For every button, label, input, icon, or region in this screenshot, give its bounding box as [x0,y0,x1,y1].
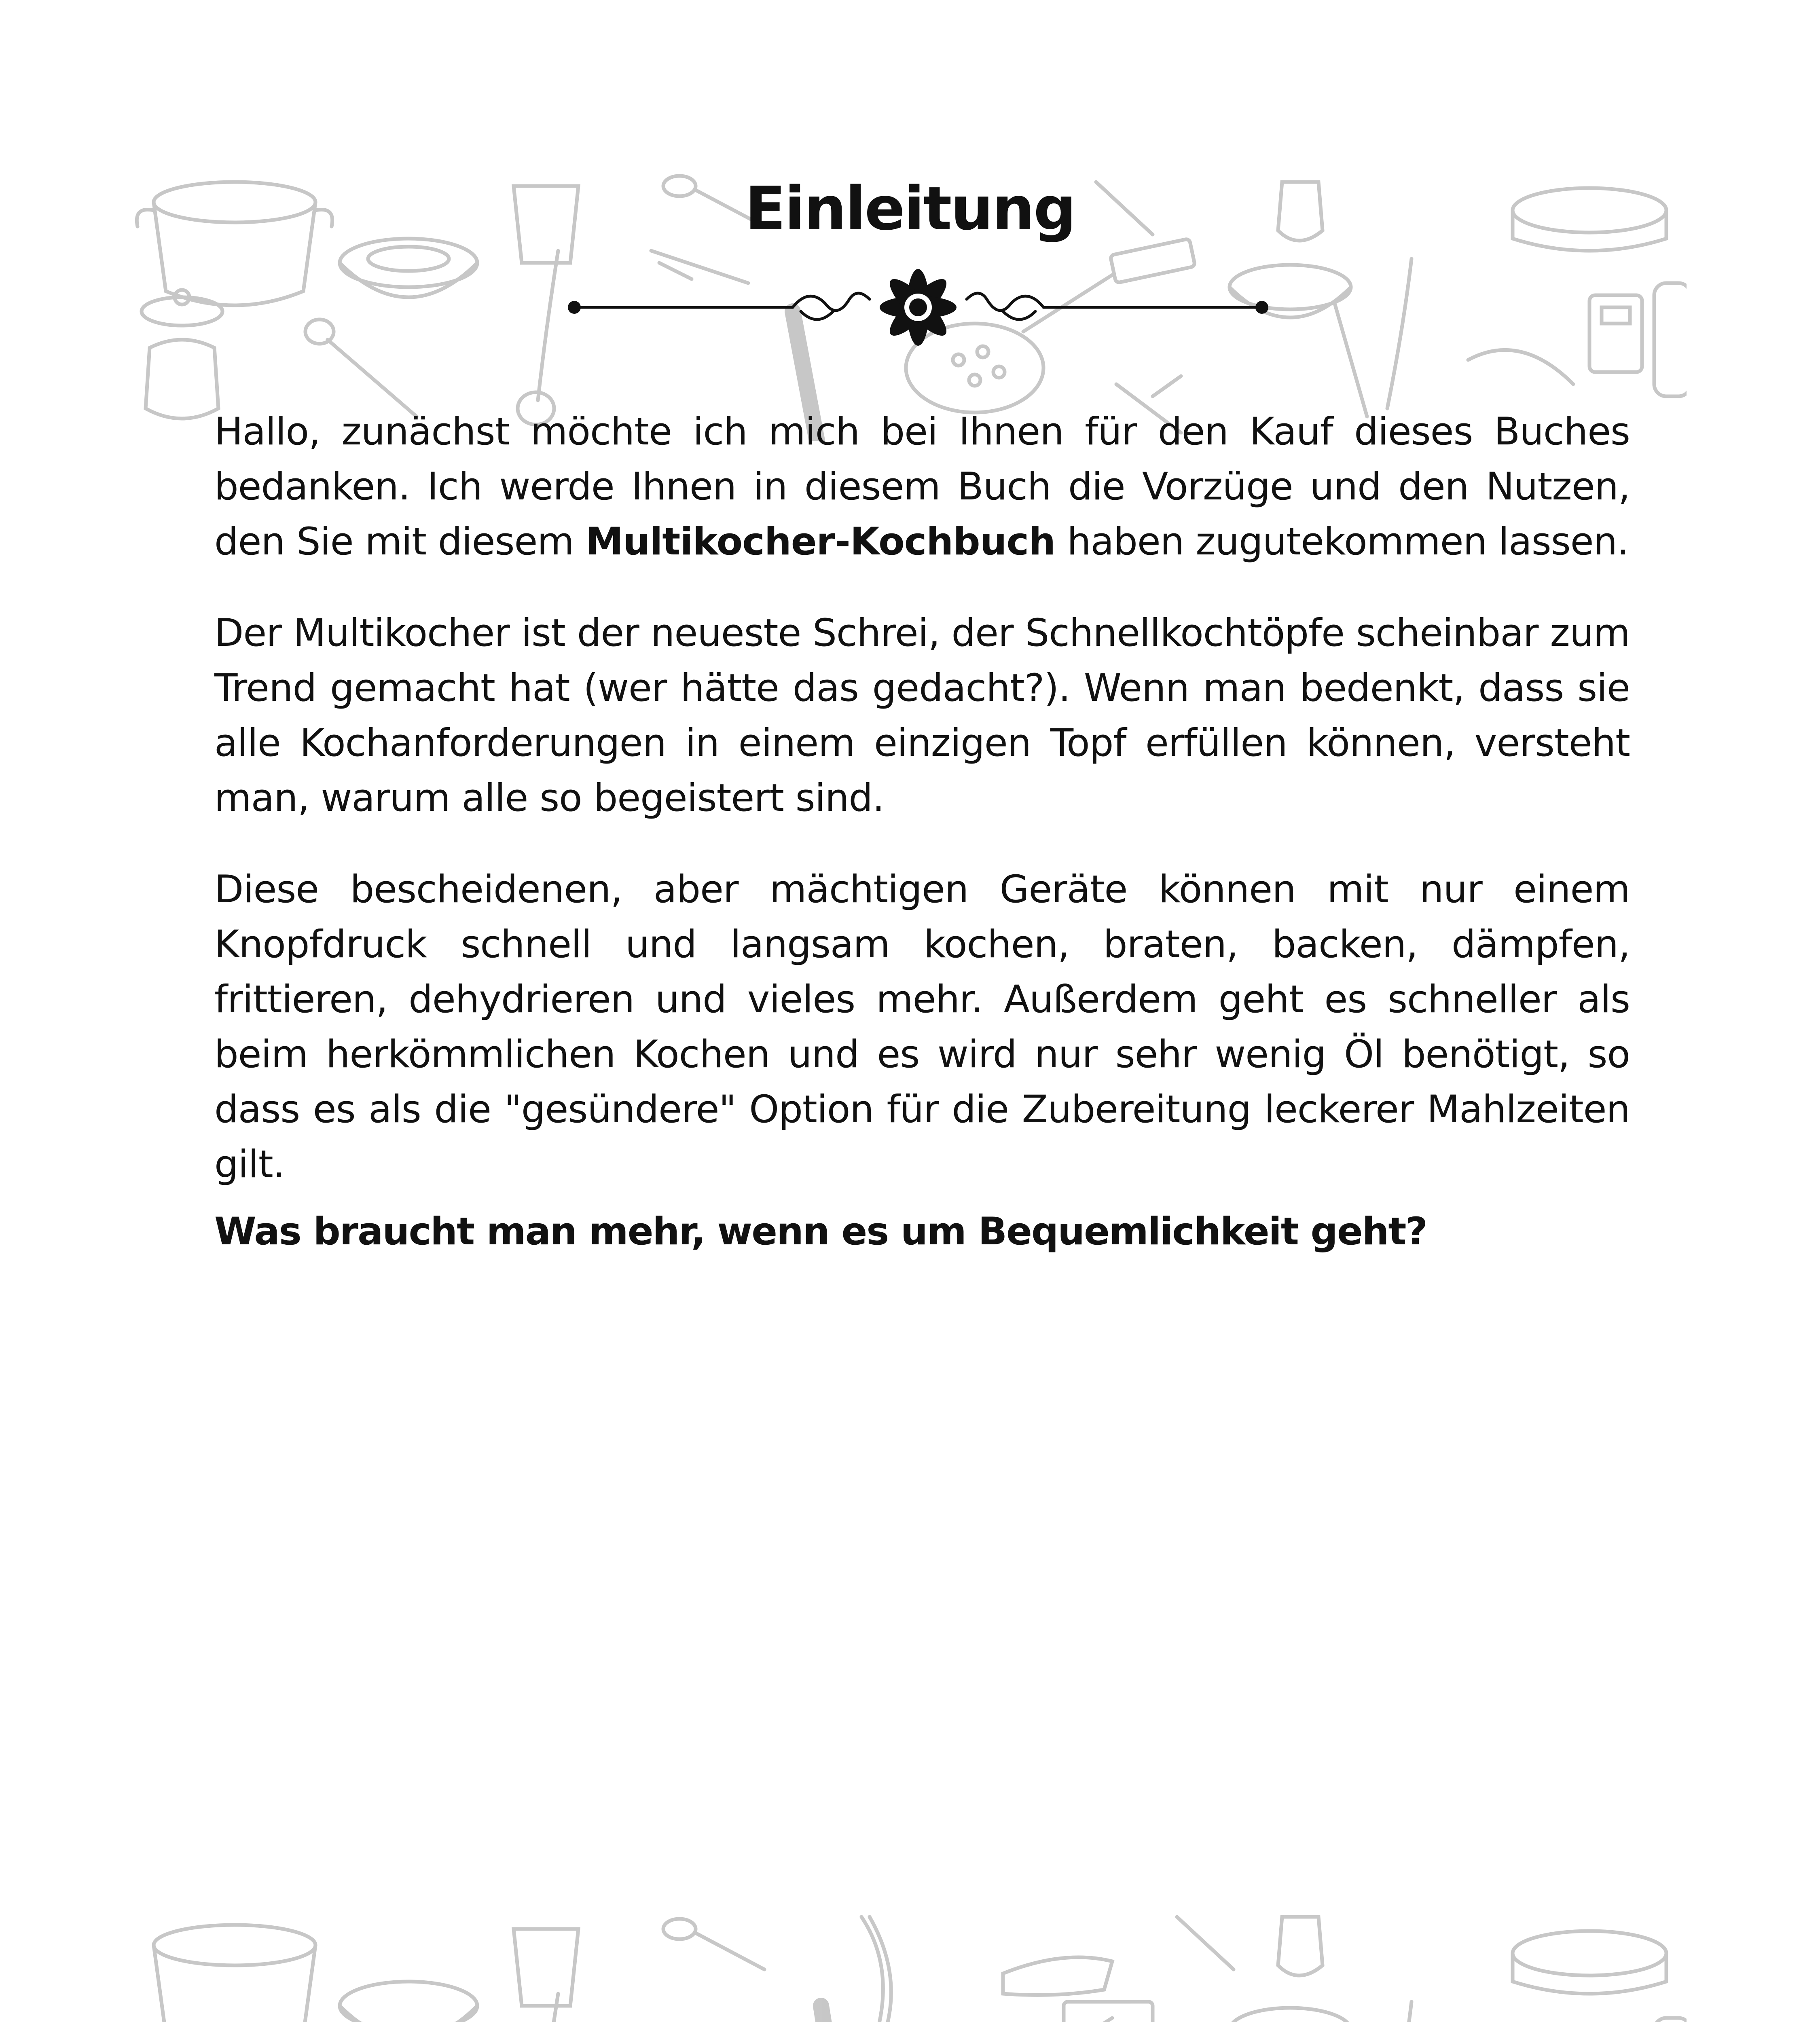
grater-icon [1654,283,1687,396]
paragraph-3: Diese bescheidenen, aber mächtigen Geräte können mit nur einem Knopfdruck schnell und langsam kochen, braten, backen, dämpfen, frittieren, dehydrieren und vieles mehr. Außerdem geht es schneller als beim herkömmlichen Kochen und es wird nur sehr wenig Öl benötigt, so dass es als die "gesündere" Option für die Zubereitung leckerer Mahlzeiten gilt. [214,867,1630,1187]
kitchen-illustration-bottom [133,1901,1687,2022]
paragraph-1-text: Hallo, zunächst möchte ich mich bei Ihnen für den Kauf dieses Buches bedanken. Ich werde Ihnen in diesem Buch die Vorzüge und den Nutzen, den Sie mit diesem [214,410,1630,564]
intro-body [214,404,1630,1259]
book-title-bold: Multikocher-Kochbuch [585,520,1056,564]
title-divider-ornament [558,251,1278,364]
closing-question: Was braucht man mehr, wenn es um Bequemlichkeit geht? [214,1210,1427,1254]
paragraph-2: Der Multikocher ist der neueste Schrei, der Schnellkochtöpfe scheinbar zum Trend gemacht hat (wer hätte das gedacht?). Wenn man bedenkt, dass sie alle Kochanforderungen in einem einzigen Topf erfüllen können, versteht man, warum alle so begeistert sind. [214,611,1630,820]
page-title: Einleitung [745,174,1075,243]
bowl-icon [340,239,477,297]
kitchen-utensils-icon [133,1901,1687,2022]
whisk-icon [861,1917,902,2022]
flower-ornament-icon [558,251,1278,364]
paragraph-1 [214,404,1630,569]
ladle-icon [538,251,558,400]
paragraph-1-text-end: haben zugutekommen lassen. [1055,520,1629,564]
